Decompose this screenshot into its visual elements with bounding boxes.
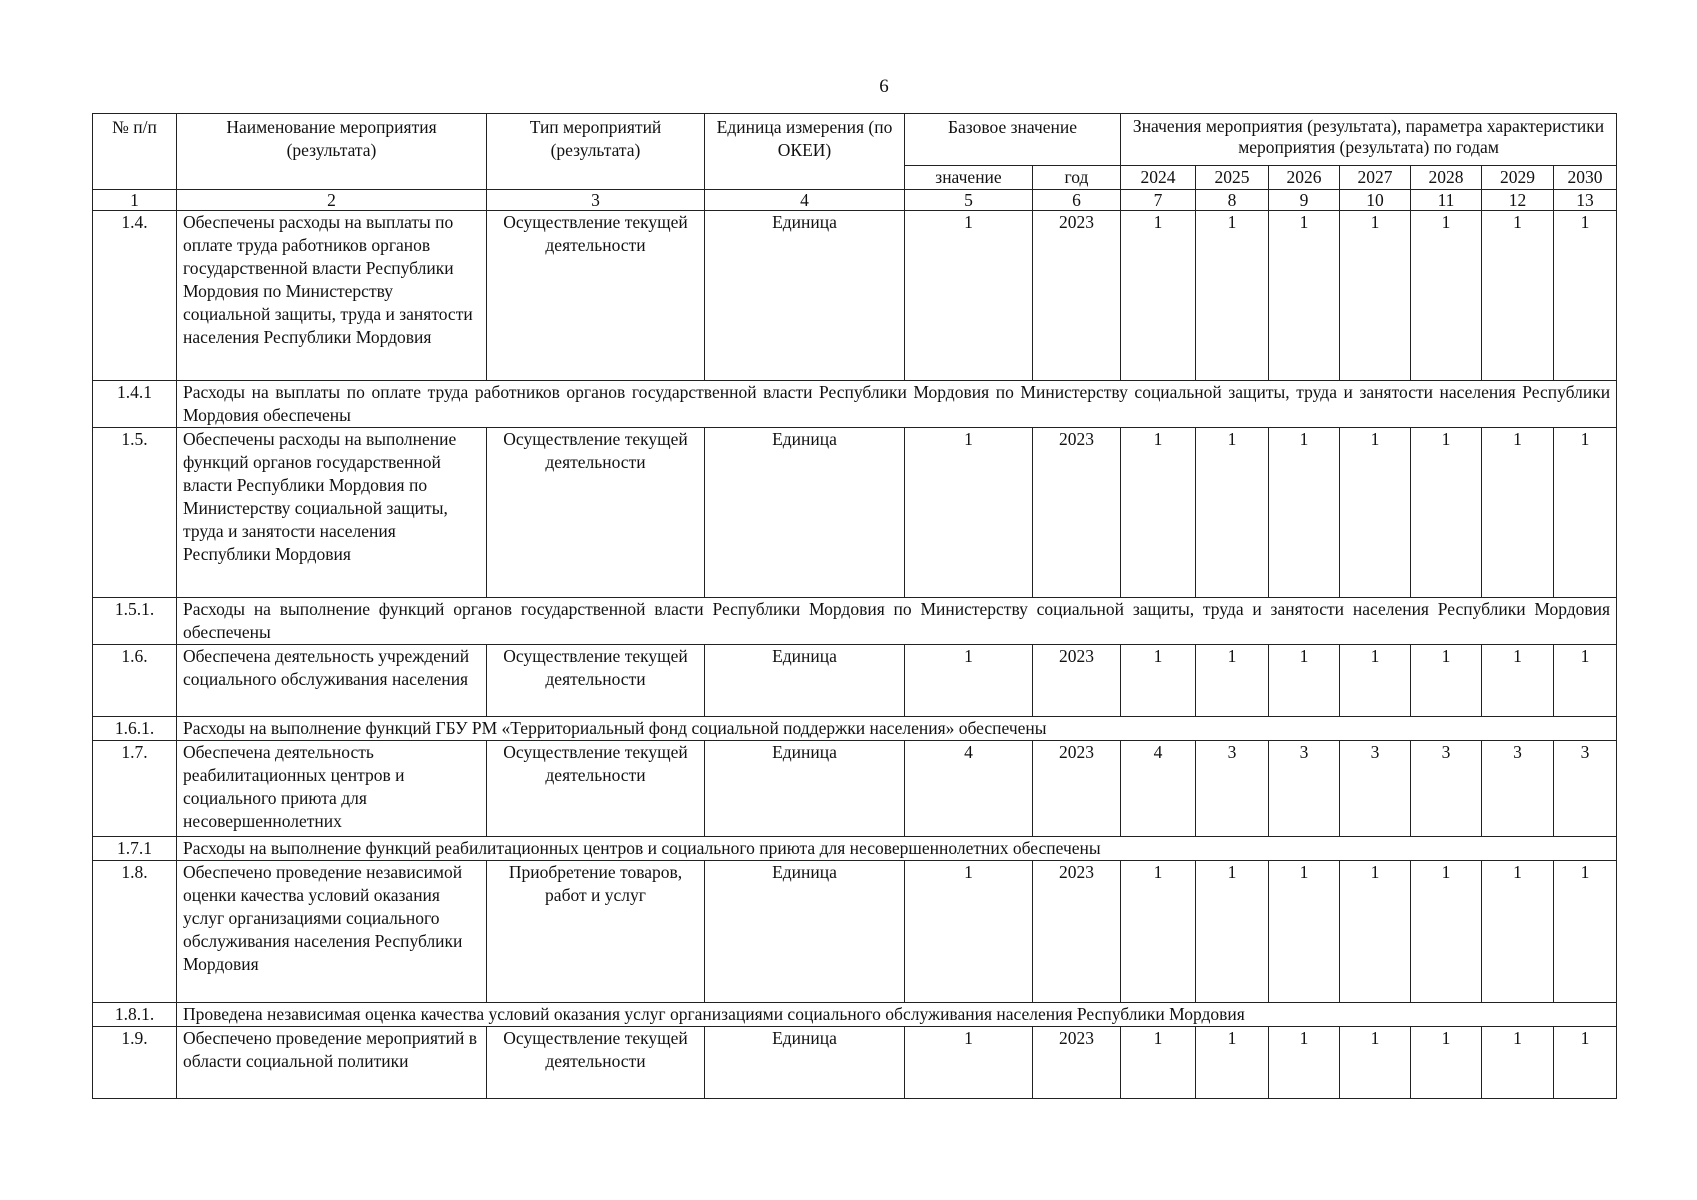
subrow-text: Проведена независимая оценка качества условий оказания услуг организациями социального обслуживания населения Республики Мордовия xyxy=(177,1003,1617,1027)
year-value: 3 xyxy=(1196,741,1269,837)
year-value: 1 xyxy=(1269,211,1340,381)
row-number: 1.8. xyxy=(93,861,177,1003)
base-value: 1 xyxy=(905,861,1033,1003)
year-value: 1 xyxy=(1121,428,1196,598)
year-value: 3 xyxy=(1340,741,1411,837)
page-number: 6 xyxy=(879,76,889,97)
year-value: 1 xyxy=(1482,428,1554,598)
base-value: 1 xyxy=(905,645,1033,717)
year-value: 1 xyxy=(1340,428,1411,598)
subrow-number: 1.4.1 xyxy=(93,381,177,428)
column-number: 10 xyxy=(1340,190,1411,211)
year-value: 4 xyxy=(1121,741,1196,837)
row-number: 1.5. xyxy=(93,428,177,598)
year-value: 1 xyxy=(1196,211,1269,381)
column-number: 1 xyxy=(93,190,177,211)
header-name: Наименование мероприятия (результата) xyxy=(177,114,487,190)
event-unit: Единица xyxy=(705,211,905,381)
base-year: 2023 xyxy=(1033,211,1121,381)
year-value: 1 xyxy=(1554,645,1617,717)
year-value: 1 xyxy=(1121,211,1196,381)
year-value: 1 xyxy=(1269,428,1340,598)
base-value: 1 xyxy=(905,1027,1033,1099)
event-name: Обеспечено проведение независимой оценки качества условий оказания услуг организациями социального обслуживания населения Республики Мордовия xyxy=(177,861,487,1003)
year-value: 1 xyxy=(1411,1027,1482,1099)
year-value: 1 xyxy=(1121,861,1196,1003)
year-value: 1 xyxy=(1121,1027,1196,1099)
year-value: 1 xyxy=(1121,645,1196,717)
header-year: 2030 xyxy=(1554,166,1617,190)
year-value: 1 xyxy=(1411,645,1482,717)
header-row xyxy=(93,114,1617,166)
year-value: 1 xyxy=(1269,645,1340,717)
table-row xyxy=(93,428,1617,598)
column-number: 6 xyxy=(1033,190,1121,211)
event-type: Осуществление текущей деятельности xyxy=(487,428,705,598)
base-year: 2023 xyxy=(1033,861,1121,1003)
column-number: 9 xyxy=(1269,190,1340,211)
year-value: 1 xyxy=(1269,861,1340,1003)
year-value: 1 xyxy=(1196,645,1269,717)
base-value: 4 xyxy=(905,741,1033,837)
year-value: 1 xyxy=(1554,211,1617,381)
base-year: 2023 xyxy=(1033,645,1121,717)
year-value: 1 xyxy=(1340,861,1411,1003)
table-subrow xyxy=(93,837,1617,861)
table-subrow xyxy=(93,598,1617,645)
header-year: 2029 xyxy=(1482,166,1554,190)
row-number: 1.6. xyxy=(93,645,177,717)
header-year: 2027 xyxy=(1340,166,1411,190)
row-number: 1.4. xyxy=(93,211,177,381)
base-value: 1 xyxy=(905,211,1033,381)
year-value: 1 xyxy=(1482,645,1554,717)
event-unit: Единица xyxy=(705,861,905,1003)
event-name: Обеспечена деятельность реабилитационных центров и социального приюта для несовершеннолетних xyxy=(177,741,487,837)
header-year: 2024 xyxy=(1121,166,1196,190)
event-unit: Единица xyxy=(705,741,905,837)
event-type: Осуществление текущей деятельности xyxy=(487,645,705,717)
year-value: 1 xyxy=(1411,428,1482,598)
header-base: Базовое значение xyxy=(905,114,1121,166)
event-type: Осуществление текущей деятельности xyxy=(487,211,705,381)
table-row xyxy=(93,645,1617,717)
subrow-number: 1.7.1 xyxy=(93,837,177,861)
subrow-text: Расходы на выполнение функций органов государственной власти Республики Мордовия по Министерству социальной защиты, труда и занятости населения Республики Мордовия обеспечены xyxy=(177,598,1617,645)
table-row xyxy=(93,1027,1617,1099)
event-unit: Единица xyxy=(705,1027,905,1099)
column-number: 7 xyxy=(1121,190,1196,211)
row-number: 1.9. xyxy=(93,1027,177,1099)
year-value: 1 xyxy=(1482,861,1554,1003)
year-value: 1 xyxy=(1269,1027,1340,1099)
base-year: 2023 xyxy=(1033,741,1121,837)
header-unit: Единица измерения (по ОКЕИ) xyxy=(705,114,905,190)
header-base-year: год xyxy=(1033,166,1121,190)
subrow-number: 1.8.1. xyxy=(93,1003,177,1027)
column-number: 3 xyxy=(487,190,705,211)
table-row xyxy=(93,861,1617,1003)
year-value: 3 xyxy=(1482,741,1554,837)
subrow-number: 1.6.1. xyxy=(93,717,177,741)
subrow-number: 1.5.1. xyxy=(93,598,177,645)
header-base-value: значение xyxy=(905,166,1033,190)
column-number: 8 xyxy=(1196,190,1269,211)
year-value: 1 xyxy=(1340,211,1411,381)
header-num: № п/п xyxy=(93,114,177,190)
subrow-text: Расходы на выполнение функций ГБУ РМ «Территориальный фонд социальной поддержки населения» обеспечены xyxy=(177,717,1617,741)
table-row xyxy=(93,211,1617,381)
event-type: Осуществление текущей деятельности xyxy=(487,741,705,837)
year-value: 1 xyxy=(1196,428,1269,598)
header-values-group: Значения мероприятия (результата), параметра характеристики мероприятия (результата) по годам xyxy=(1121,114,1617,166)
row-number: 1.7. xyxy=(93,741,177,837)
year-value: 1 xyxy=(1554,428,1617,598)
column-number: 2 xyxy=(177,190,487,211)
events-table xyxy=(92,113,1617,1099)
table-subrow xyxy=(93,381,1617,428)
column-number: 12 xyxy=(1482,190,1554,211)
column-number: 11 xyxy=(1411,190,1482,211)
event-unit: Единица xyxy=(705,645,905,717)
base-year: 2023 xyxy=(1033,428,1121,598)
year-value: 1 xyxy=(1482,211,1554,381)
header-year: 2025 xyxy=(1196,166,1269,190)
year-value: 1 xyxy=(1340,1027,1411,1099)
subrow-text: Расходы на выполнение функций реабилитационных центров и социального приюта для несовершеннолетних обеспечены xyxy=(177,837,1617,861)
year-value: 1 xyxy=(1554,861,1617,1003)
table-subrow xyxy=(93,1003,1617,1027)
header-year: 2028 xyxy=(1411,166,1482,190)
year-value: 1 xyxy=(1196,861,1269,1003)
year-value: 1 xyxy=(1411,861,1482,1003)
event-type: Приобретение товаров, работ и услуг xyxy=(487,861,705,1003)
event-type: Осуществление текущей деятельности xyxy=(487,1027,705,1099)
event-name: Обеспечены расходы на выполнение функций органов государственной власти Республики Мордовия по Министерству социальной защиты, труда и занятости населения Республики Мордовия xyxy=(177,428,487,598)
year-value: 1 xyxy=(1196,1027,1269,1099)
year-value: 1 xyxy=(1340,645,1411,717)
table-row xyxy=(93,741,1617,837)
event-unit: Единица xyxy=(705,428,905,598)
table-subrow xyxy=(93,717,1617,741)
event-name: Обеспечены расходы на выплаты по оплате труда работников органов государственной власти Республики Мордовия по Министерству социальной защиты, труда и занятости населения Республики Мордовия xyxy=(177,211,487,381)
year-value: 1 xyxy=(1411,211,1482,381)
base-value: 1 xyxy=(905,428,1033,598)
subrow-text: Расходы на выплаты по оплате труда работников органов государственной власти Республики Мордовия по Министерству социальной защиты, труда и занятости населения Республики Мордовия обеспечены xyxy=(177,381,1617,428)
header-year: 2026 xyxy=(1269,166,1340,190)
event-name: Обеспечена деятельность учреждений социального обслуживания населения xyxy=(177,645,487,717)
year-value: 3 xyxy=(1411,741,1482,837)
year-value: 3 xyxy=(1269,741,1340,837)
header-type: Тип мероприятий (результата) xyxy=(487,114,705,190)
column-number: 13 xyxy=(1554,190,1617,211)
year-value: 3 xyxy=(1554,741,1617,837)
column-numbers-row xyxy=(93,190,1617,211)
column-number: 5 xyxy=(905,190,1033,211)
year-value: 1 xyxy=(1554,1027,1617,1099)
year-value: 1 xyxy=(1482,1027,1554,1099)
event-name: Обеспечено проведение мероприятий в области социальной политики xyxy=(177,1027,487,1099)
base-year: 2023 xyxy=(1033,1027,1121,1099)
column-number: 4 xyxy=(705,190,905,211)
